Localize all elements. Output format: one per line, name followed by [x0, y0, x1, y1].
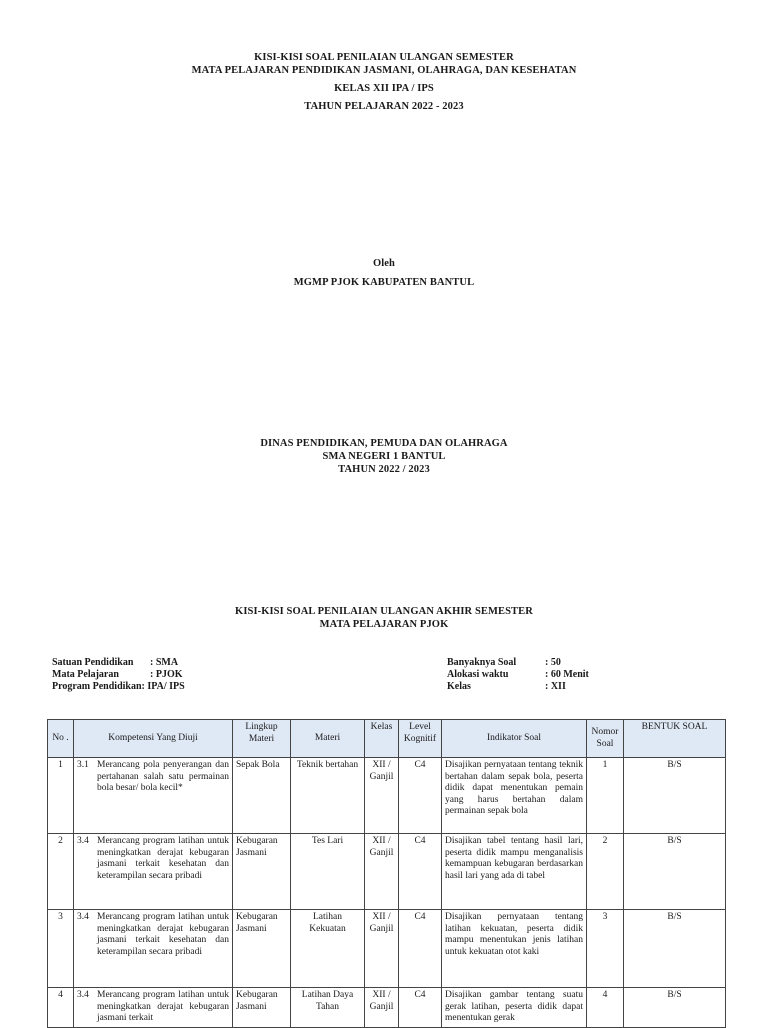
cover-title-line2: MATA PELAJARAN PENDIDIKAN JASMANI, OLAHRAGA, DAN KESEHATAN — [191, 65, 577, 76]
info-label: Alokasi waktu — [447, 669, 509, 680]
table-row — [48, 910, 726, 988]
info-right-row — [447, 657, 589, 669]
table-row — [48, 758, 726, 834]
info-value: : SMA — [150, 657, 179, 668]
header-kompetensi: Kompetensi Yang Diuji — [74, 720, 233, 758]
cover-school: SMA NEGERI 1 BANTUL — [322, 451, 446, 462]
header-materi: Materi — [291, 720, 365, 758]
info-label: Program Pendidikan — [52, 681, 142, 692]
kd-number: 3.4 — [77, 836, 89, 846]
info-left-row — [52, 681, 185, 693]
row-no: 4 — [48, 988, 74, 1028]
row-kompetensi — [74, 910, 233, 988]
header-lingkup-materi: Lingkup Materi — [233, 720, 291, 758]
info-label: Mata Pelajaran — [52, 669, 119, 680]
cover-author: MGMP PJOK KABUPATEN BANTUL — [293, 277, 475, 288]
row-nomor: 3 — [587, 910, 624, 988]
row-bentuk: B/S — [624, 910, 726, 988]
cover-class-line: KELAS XII IPA / IPS — [334, 83, 434, 94]
header-bentuk-soal: BENTUK SOAL — [624, 720, 726, 758]
row-nomor: 2 — [587, 834, 624, 910]
row-kelas: XII / Ganjil — [365, 758, 399, 834]
header-no: No . — [48, 720, 74, 758]
info-value: : XII — [545, 681, 566, 692]
info-label: Banyaknya Soal — [447, 657, 517, 668]
cover-institution: DINAS PENDIDIKAN, PEMUDA DAN OLAHRAGA — [260, 438, 508, 449]
row-bentuk: B/S — [624, 988, 726, 1028]
kd-number: 3.4 — [77, 990, 89, 1000]
row-lingkup: Kebugaran Jasmani — [233, 988, 291, 1028]
info-left-row — [52, 657, 185, 669]
header-kelas: Kelas — [365, 720, 399, 758]
info-right-row — [447, 681, 589, 693]
kd-number: 3.4 — [77, 912, 89, 922]
row-indikator: Disajikan gambar tentang suatu gerak latihan, peserta didik dapat menentukan gerak — [442, 988, 587, 1028]
table-row — [48, 988, 726, 1028]
row-kelas: XII / Ganjil — [365, 834, 399, 910]
section-title-line2: MATA PELAJARAN PJOK — [319, 619, 449, 630]
info-value: : 60 Menit — [545, 669, 589, 680]
kisi-kisi-table — [47, 719, 726, 1028]
info-value: : 50 — [545, 657, 561, 668]
row-materi: Teknik bertahan — [291, 758, 365, 834]
row-nomor: 1 — [587, 758, 624, 834]
row-level: C4 — [399, 910, 442, 988]
cover-year2: TAHUN 2022 / 2023 — [338, 464, 430, 475]
info-left — [52, 657, 185, 693]
row-lingkup: Kebugaran Jasmani — [233, 834, 291, 910]
section-title-line1: KISI-KISI SOAL PENILAIAN ULANGAN AKHIR SEMESTER — [235, 606, 533, 617]
info-value: : PJOK — [150, 669, 183, 680]
row-kelas: XII / Ganjil — [365, 988, 399, 1028]
info-label: Kelas — [447, 681, 471, 692]
row-kompetensi — [74, 758, 233, 834]
row-no: 1 — [48, 758, 74, 834]
info-right-row — [447, 669, 589, 681]
info-left-row — [52, 669, 185, 681]
row-indikator: Disajikan pernyataan tentang latihan kekuatan, peserta didik mampu menentukan jenis latihan untuk kekuatan otot kaki — [442, 910, 587, 988]
info-value: : IPA/ IPS — [141, 681, 185, 692]
header-nomor-soal: Nomor Soal — [587, 720, 624, 758]
row-bentuk: B/S — [624, 758, 726, 834]
row-kompetensi — [74, 988, 233, 1028]
cover-title-line1: KISI-KISI SOAL PENILAIAN ULANGAN SEMESTER — [254, 52, 514, 63]
header-level-kognitif: Level Kognitif — [399, 720, 442, 758]
row-level: C4 — [399, 758, 442, 834]
row-lingkup: Sepak Bola — [233, 758, 291, 834]
row-no: 2 — [48, 834, 74, 910]
row-materi: Tes Lari — [291, 834, 365, 910]
row-kelas: XII / Ganjil — [365, 910, 399, 988]
row-indikator: Disajikan pernyataan tentang teknik bertahan dalam sepak bola, peserta didik dapat menentukan pemain yang harus bertahan dalam permainan sepak bola — [442, 758, 587, 834]
kd-number: 3.1 — [77, 760, 89, 770]
kd-text: Merancang pola penyerangan dan pertahanan salah satu permainan bola besar/ bola kecil* — [97, 760, 229, 793]
row-bentuk: B/S — [624, 834, 726, 910]
info-label: Satuan Pendidikan — [52, 657, 134, 668]
table-header-row — [48, 720, 726, 758]
kd-text: Merancang program latihan untuk meningkatkan derajat kebugaran jasmani terkait — [97, 990, 229, 1023]
row-level: C4 — [399, 988, 442, 1028]
row-indikator: Disajikan tabel tentang hasil lari, peserta didik mampu menganalisis kemampuan kebugaran berdasarkan hasil lari yang ada di tabel — [442, 834, 587, 910]
kd-text: Merancang program latihan untuk meningkatkan derajat kebugaran jasmani terkait kesehatan dan keterampilan secara pribadi — [97, 836, 229, 881]
row-nomor: 4 — [587, 988, 624, 1028]
row-no: 3 — [48, 910, 74, 988]
row-lingkup: Kebugaran Jasmani — [233, 910, 291, 988]
table-row — [48, 834, 726, 910]
row-level: C4 — [399, 834, 442, 910]
header-indikator-soal: Indikator Soal — [442, 720, 587, 758]
cover-year-line: TAHUN PELAJARAN 2022 - 2023 — [304, 101, 464, 112]
row-materi: Latihan Daya Tahan — [291, 988, 365, 1028]
row-kompetensi — [74, 834, 233, 910]
info-right — [447, 657, 589, 693]
row-materi: Latihan Kekuatan — [291, 910, 365, 988]
cover-by-label: Oleh — [373, 258, 395, 269]
kd-text: Merancang program latihan untuk meningkatkan derajat kebugaran jasmani terkait kesehatan dan keterampilan secara pribadi — [97, 912, 229, 957]
